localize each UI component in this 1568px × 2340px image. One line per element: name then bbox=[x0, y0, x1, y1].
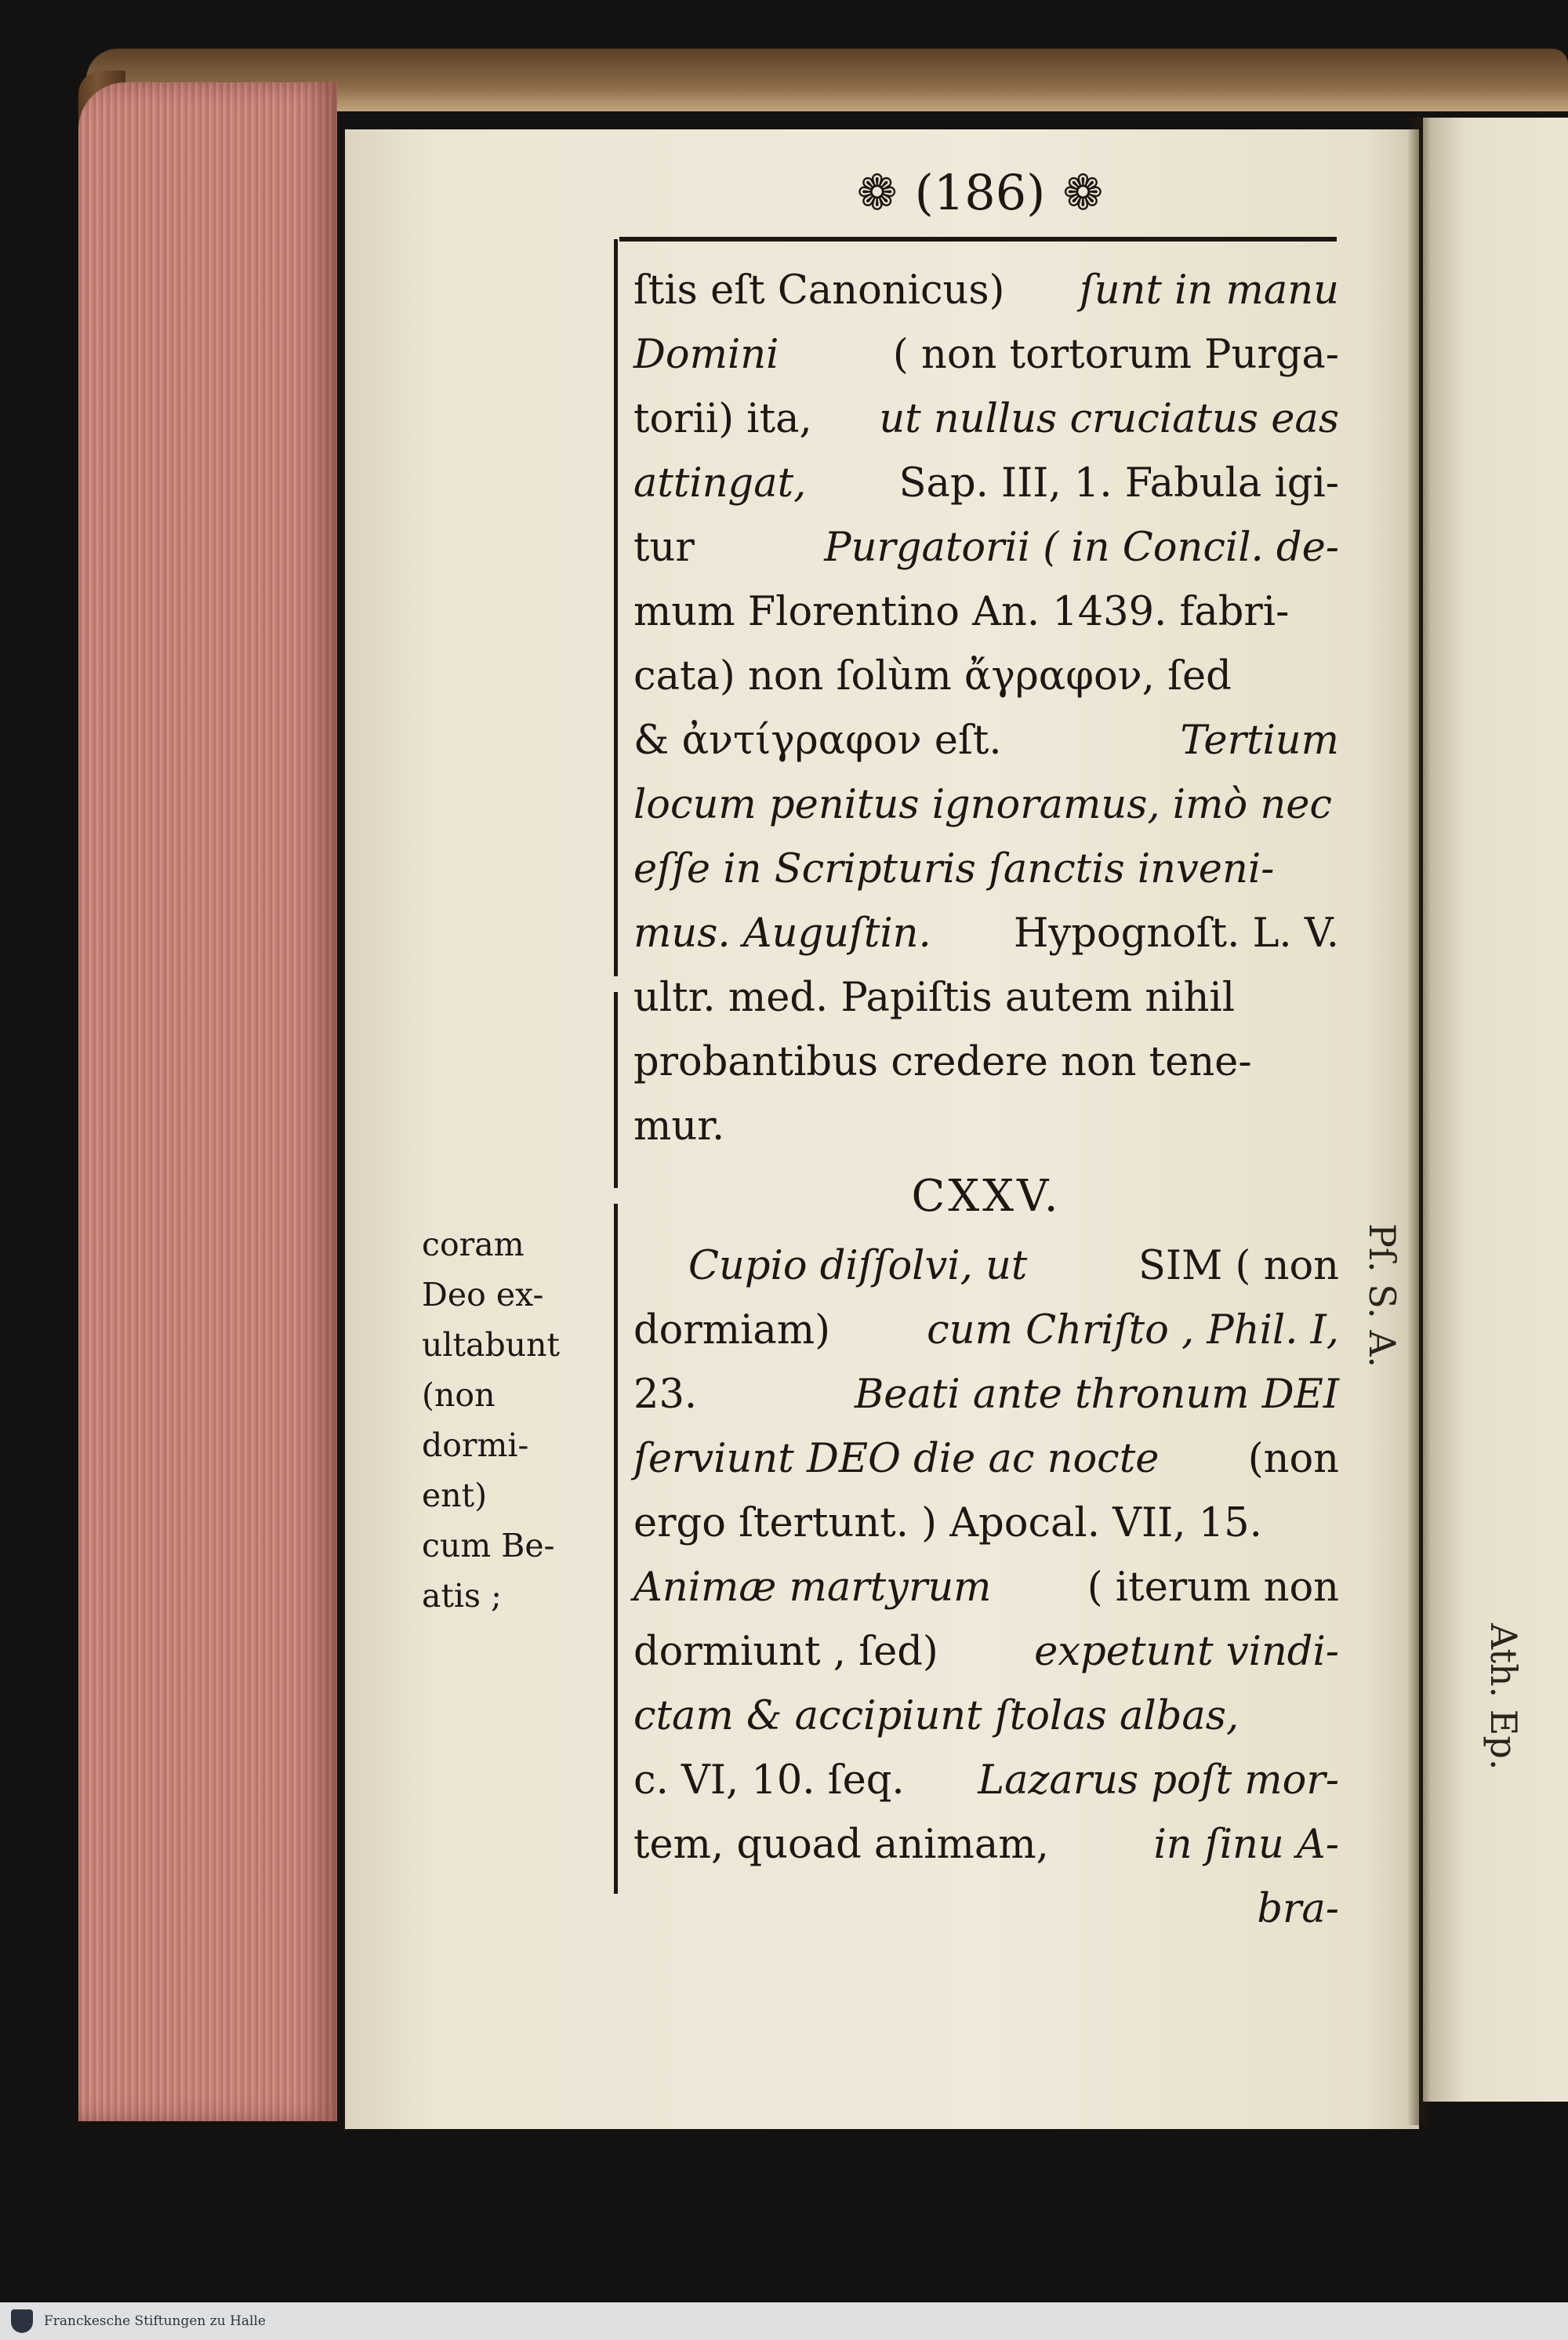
text-line: dormiunt , ſed) expetunt vindi- bbox=[633, 1629, 1339, 1675]
catchword-line bbox=[633, 1877, 1339, 1942]
text-line: attingat, Sap. III, 1. Fabula igi- bbox=[633, 460, 1339, 507]
text-line: ſerviunt DEO die ac nocte (non bbox=[633, 1436, 1339, 1482]
text-line: 23. Beati ante thronum DEI bbox=[633, 1372, 1339, 1418]
text-line: ultr. med. Papiſtis autem nihil bbox=[633, 975, 1236, 1021]
page-fore-edge bbox=[78, 82, 337, 2121]
margin-rule-middle bbox=[614, 992, 618, 1188]
text-line: eſſe in Scripturis ſanctis inveni- bbox=[633, 846, 1275, 892]
catchword: bra- bbox=[1257, 1886, 1339, 1932]
right-page bbox=[1423, 118, 1568, 2102]
text-line: ergo ſtertunt. ) Apocal. VII, 15. bbox=[633, 1500, 1262, 1546]
side-label-upper: Pſ. S. A. bbox=[1361, 1223, 1403, 1368]
side-label-lower: Ath. Ep. bbox=[1483, 1623, 1525, 1771]
text-line: mum Florentino An. 1439. fabri- bbox=[633, 589, 1290, 635]
margin-rule-upper bbox=[614, 239, 618, 976]
footer-text: Franckesche Stiftungen zu Halle bbox=[44, 2313, 266, 2329]
section-heading: CXXV. bbox=[911, 1171, 1062, 1222]
text-line: cata) non ſolùm ἄγραφον, ſed bbox=[633, 653, 1232, 699]
text-line: Domini ( non tortorum Purga- bbox=[633, 332, 1339, 378]
text-line: probantibus credere non tene- bbox=[633, 1039, 1252, 1085]
page-number: (186) bbox=[914, 163, 1046, 221]
text-line: mur. bbox=[633, 1103, 725, 1150]
text-line: c. VI, 10. ſeq. Lazarus poſt mor- bbox=[633, 1757, 1339, 1804]
text-line: ſtis eſt Canonicus) ſunt in manu bbox=[633, 267, 1339, 314]
text-line: ctam & accipiunt ſtolas albas, bbox=[633, 1693, 1240, 1739]
text-line: dormiam) cum Chriſto , Phil. I, bbox=[633, 1307, 1339, 1353]
institution-logo-icon bbox=[11, 2309, 33, 2333]
ornament-left-icon: ❁ bbox=[856, 163, 898, 221]
text-line: tem, quoad animam, in ſinu A- bbox=[633, 1822, 1339, 1868]
text-line: locum penitus ignoramus, imò nec bbox=[633, 782, 1332, 828]
main-text bbox=[633, 259, 1339, 1942]
margin-note: coram Deo ex- ultabunt (non dormi- ent) cum Be- atis ; bbox=[422, 1226, 560, 1615]
footer-bar bbox=[0, 2302, 1568, 2340]
header-rule bbox=[619, 237, 1337, 242]
text-line: mus. Auguſtin. Hypognoſt. L. V. bbox=[633, 910, 1339, 957]
text-line: & ἀντίγραφον eſt. Tertium bbox=[633, 718, 1339, 764]
ornament-right-icon: ❁ bbox=[1062, 163, 1104, 221]
page-header bbox=[815, 157, 1145, 227]
text-line: Animæ martyrum ( iterum non bbox=[633, 1564, 1339, 1611]
book-gutter bbox=[1407, 118, 1431, 2125]
text-line: tur Purgatorii ( in Concil. de- bbox=[633, 525, 1339, 571]
text-line: torii) ita, ut nullus cruciatus eas bbox=[633, 396, 1339, 442]
margin-rule-lower bbox=[614, 1204, 618, 1894]
text-line: Cupio diſſolvi, ut SIM ( non bbox=[688, 1243, 1339, 1289]
